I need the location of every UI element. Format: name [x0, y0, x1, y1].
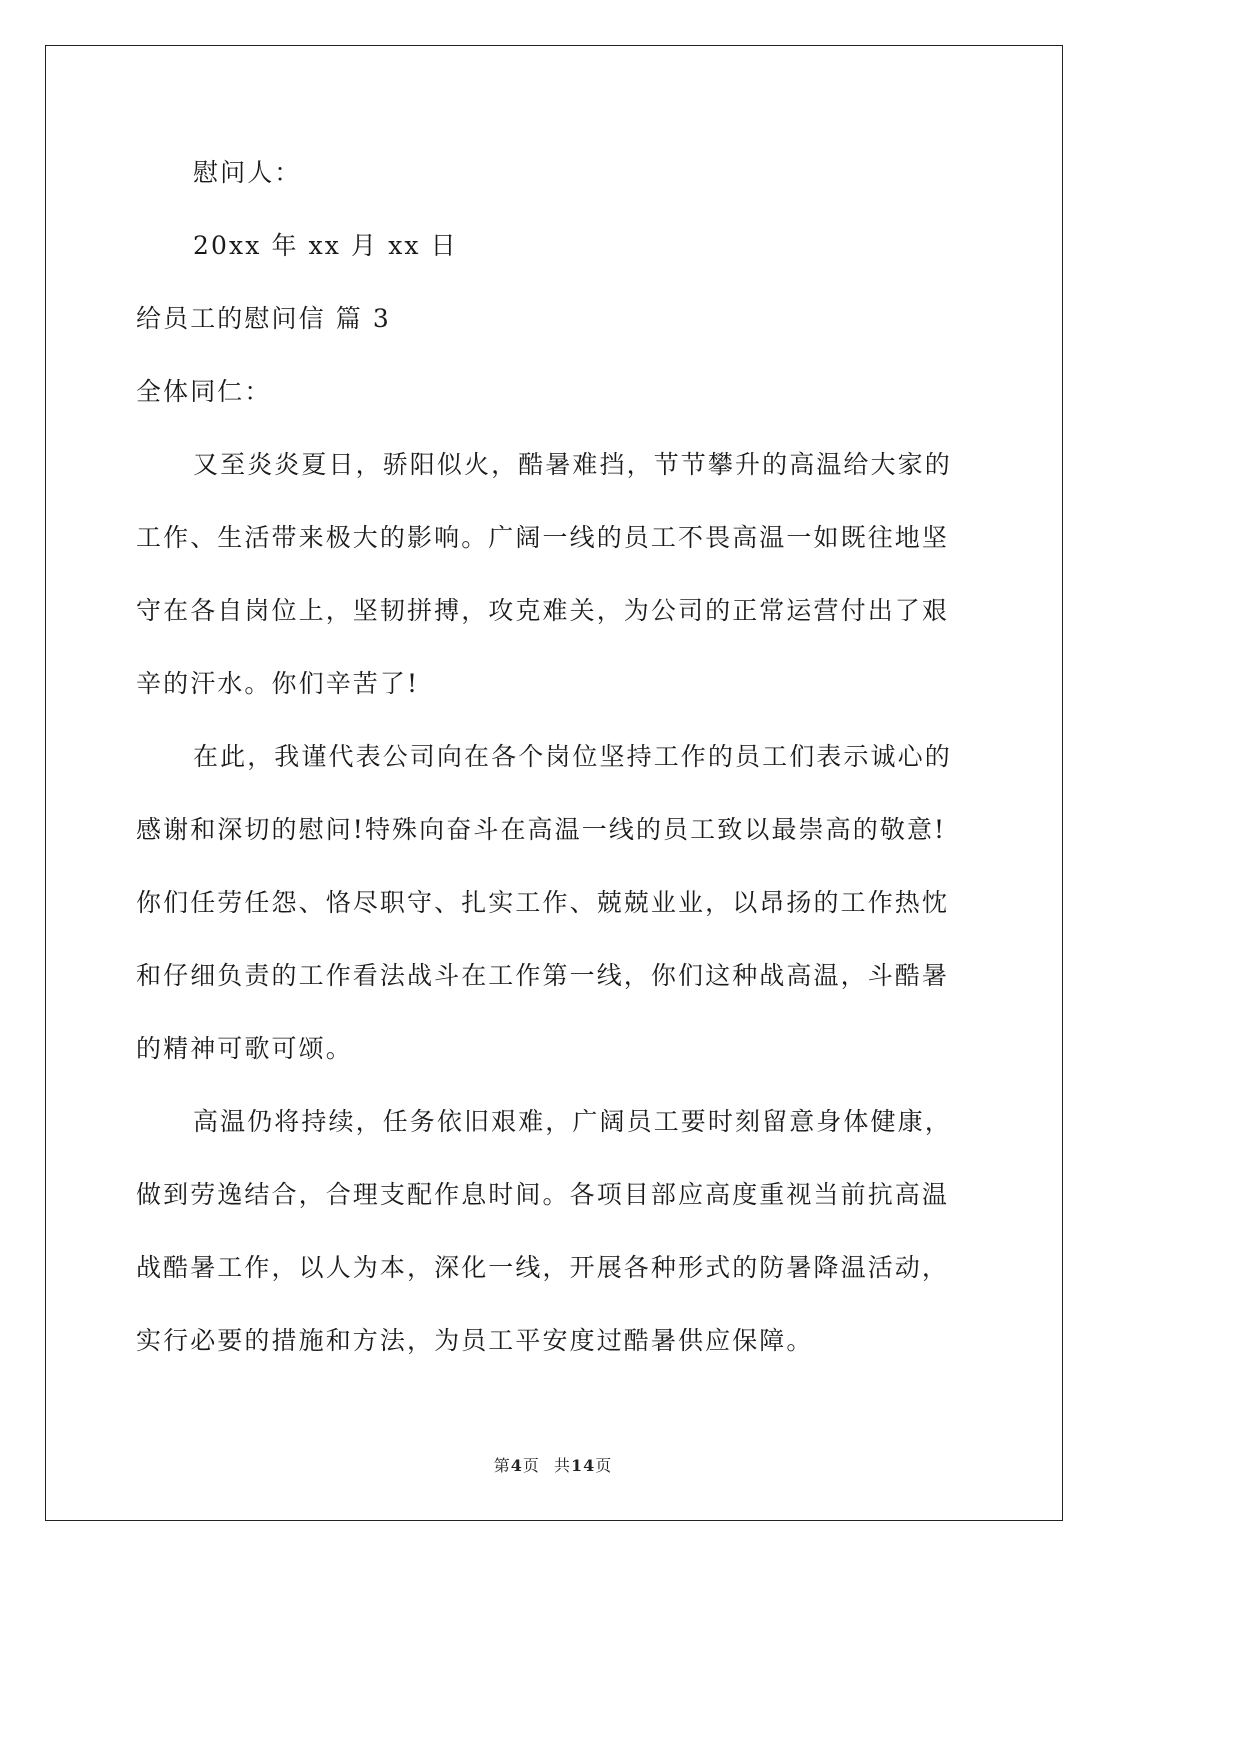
paragraph-line: 高温仍将持续，任务依旧艰难，广阔员工要时刻留意身体健康， [193, 1107, 952, 1136]
footer-page-suffix: 页 [522, 1456, 540, 1475]
signature-date: 20xx 年 xx 月 xx 日 [193, 231, 458, 260]
signature-label: 慰问人： [193, 158, 302, 187]
section-title: 给员工的慰问信 篇 3 [136, 304, 391, 333]
paragraph-line: 守在各自岗位上，坚韧拼搏，攻克难关，为公司的正常运营付出了艰 [136, 596, 950, 625]
footer-total-prefix: 共 [553, 1456, 571, 1475]
paragraph-line: 的精神可歌可颂。 [136, 1034, 353, 1063]
paragraph-line: 你们任劳任怨、恪尽职守、扎实工作、兢兢业业，以昂扬的工作热忱 [136, 888, 950, 917]
paragraph-line: 工作、生活带来极大的影响。广阔一线的员工不畏高温一如既往地坚 [136, 523, 950, 552]
paragraph-line: 和仔细负责的工作看法战斗在工作第一线，你们这种战高温，斗酷暑 [136, 961, 950, 990]
paragraph-line: 做到劳逸结合，合理支配作息时间。各项目部应高度重视当前抗高温 [136, 1180, 950, 1209]
footer-page-number: 4 [510, 1456, 523, 1475]
footer-prefix: 第 [493, 1456, 511, 1475]
paragraph-line: 感谢和深切的慰问!特殊向奋斗在高温一线的员工致以最崇高的敬意! [136, 815, 947, 844]
footer-total-suffix: 页 [595, 1456, 613, 1475]
paragraph-line: 战酷暑工作，以人为本，深化一线，开展各种形式的防暑降温活动， [136, 1253, 950, 1282]
footer-total-pages: 14 [570, 1456, 596, 1475]
paragraph-line: 辛的汗水。你们辛苦了! [136, 669, 420, 698]
paragraph-line: 实行必要的措施和方法，为员工平安度过酷暑供应保障。 [136, 1326, 814, 1355]
salutation: 全体同仁： [136, 377, 272, 406]
page-border [45, 45, 1063, 1521]
paragraph-line: 在此，我谨代表公司向在各个岗位坚持工作的员工们表示诚心的 [193, 742, 952, 771]
paragraph-line: 又至炎炎夏日，骄阳似火，酷暑难挡，节节攀升的高温给大家的 [193, 450, 952, 479]
page-footer [0, 1456, 1106, 1476]
